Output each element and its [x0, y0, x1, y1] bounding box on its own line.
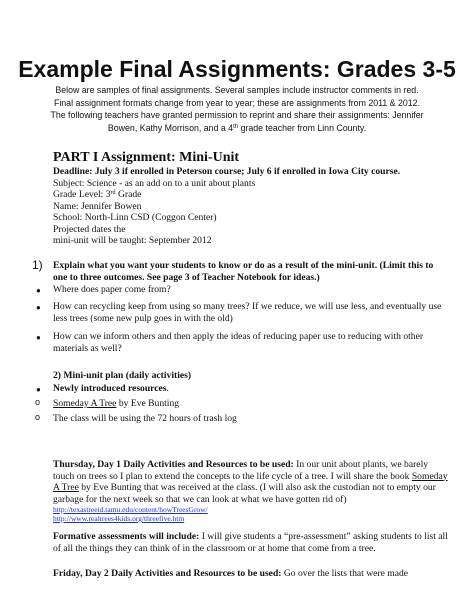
grade-text: Grade Level: 3rd Grade — [53, 189, 142, 200]
bullet-icon: ● — [36, 303, 41, 312]
resource-item: Someday A Tree by Eve Bunting — [53, 398, 180, 409]
tree-growth-link[interactable]: http://texastreeid.tamu.edu/content/howTreesGrow/ — [53, 505, 208, 514]
intro-paragraph — [50, 84, 424, 134]
list-item: How can we inform others and then apply the ideas of reducing paper use to reducing with other materials as well? — [53, 331, 424, 354]
circle-bullet-icon: o — [35, 412, 41, 422]
bullet-icon: ● — [36, 286, 41, 295]
list-item: How can recycling keep from using so many trees? If we reduce, we will use less, and eventually use less trees (some new pulp goes in with the old) — [53, 301, 442, 324]
bullet-icon: ● — [36, 385, 41, 394]
intro-line: The following teachers have granted permission to reprint and share their assignments: Jennifer — [50, 110, 424, 120]
subject-text: Subject: Science - as an add on to a unit about plants — [53, 177, 256, 189]
page-title: Example Final Assignments: Grades 3-5 — [18, 56, 456, 82]
part1-heading: PART I Assignment: Mini-Unit — [53, 150, 240, 165]
q2-heading: 2) Mini-unit plan (daily activities) — [53, 370, 192, 381]
question-1 — [53, 260, 433, 283]
intro-line: Below are samples of final assignments. Several samples include instructor comments in red. — [55, 85, 419, 95]
intro-line: Bowen, Kathy Morrison, and a 4th grade teacher from Linn County. — [107, 122, 367, 133]
school-text: School: North-Linn CSD (Coggon Center) — [53, 212, 217, 223]
day1-paragraph: Thursday, Day 1 Daily Activities and Resources to be used: In our unit about plants, we barely touch on trees so I plan to extend the concepts to the life cycle of a tree. I will share the book Someday A Tree by Eve Bunting that was received at the class. (I will also ask the custodian not to empty our garbage for the next week so that we can look at what we have gotten rid of) http://texastreeid.tamu.edu/content/howTreesGrow/ http://www.realtrees4kids.org/threefive.htm — [53, 459, 448, 523]
intro-line: Final assignment formats change from year to year; these are assignments from 2011 & 2012. — [53, 97, 421, 108]
question-number: 1) — [32, 258, 43, 272]
question-line: one to three outcomes. See page 3 of Teacher Notebook for ideas.) — [53, 271, 320, 283]
circle-bullet-icon: o — [35, 397, 41, 407]
day2-paragraph: Friday, Day 2 Daily Activities and Resources to be used: Go over the lists that were made — [53, 568, 409, 579]
taught-text: mini-unit will be taught: September 2012 — [53, 235, 212, 246]
question-line: Explain what you want your students to know or do as a result of the mini-unit. (Limit this to — [53, 260, 434, 271]
book-title: Someday A Tree — [53, 398, 117, 409]
formative-paragraph: Formative assessments will include: I will give students a “pre-assessment” asking students to list all of all the things they can think of in the classroom or at home that come from a tree. — [53, 531, 448, 554]
projected-text: Projected dates the — [53, 223, 126, 235]
list-item: Where does paper come from? — [53, 284, 171, 295]
realtrees-link[interactable]: http://www.realtrees4kids.org/threefive.htm — [53, 514, 185, 523]
deadline-text: Deadline: July 3 if enrolled in Peterson course; July 6 if enrolled in Iowa City course. — [53, 166, 401, 177]
resources-label: Newly introduced resources. — [53, 383, 169, 394]
part1-details — [53, 166, 400, 247]
bullet-icon: ● — [36, 333, 41, 342]
name-text: Name: Jennifer Bowen — [53, 200, 142, 212]
resource-item: The class will be using the 72 hours of trash log — [53, 413, 237, 424]
